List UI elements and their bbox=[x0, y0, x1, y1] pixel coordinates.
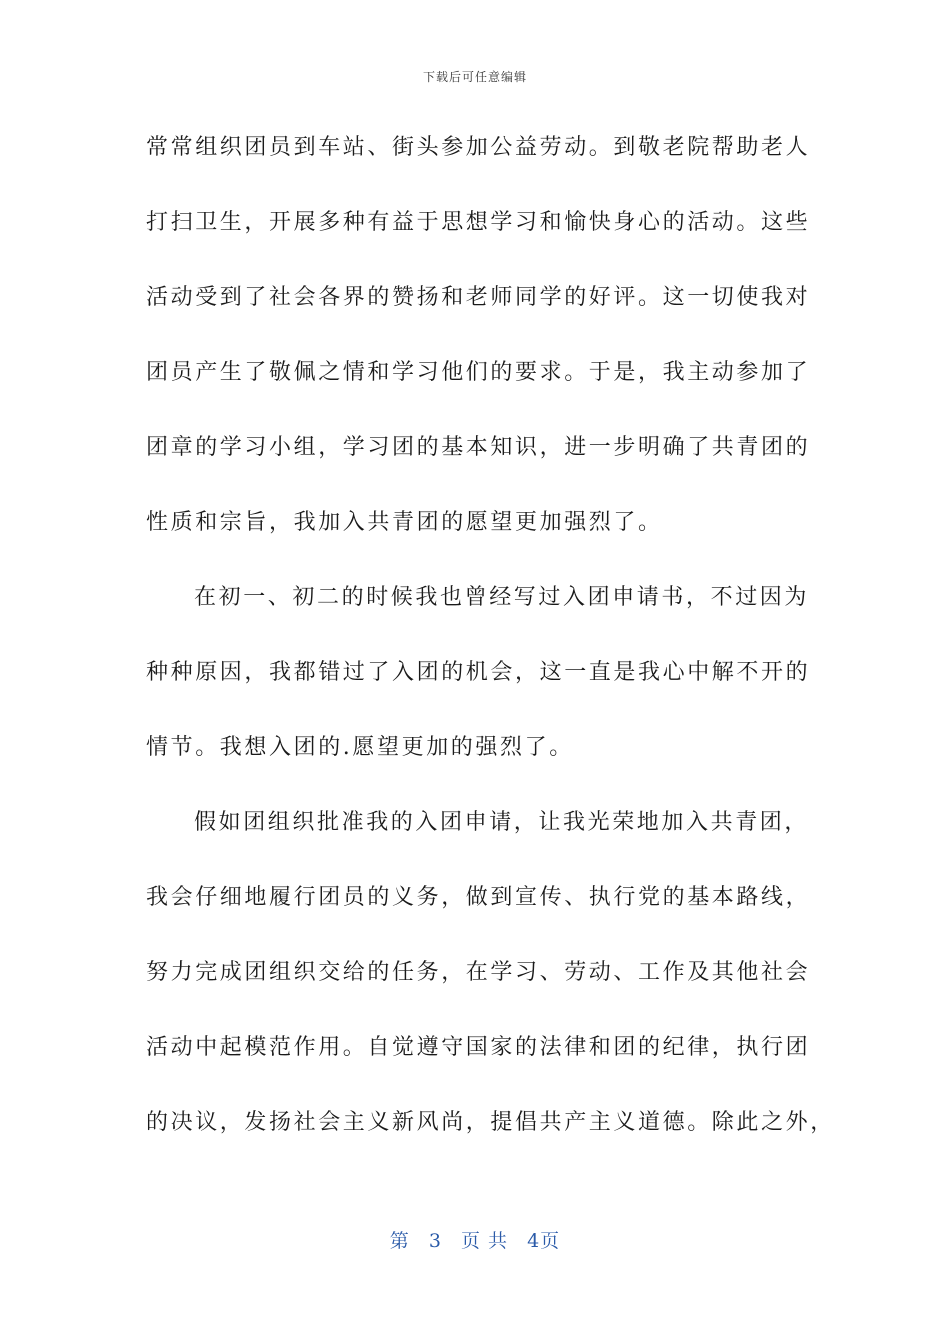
footer-prefix: 第 bbox=[389, 1230, 410, 1252]
paragraph-line: 在初一、初二的时候我也曾经写过入团申请书，不过因为 bbox=[194, 585, 810, 610]
footer-current-page: 3 bbox=[428, 1230, 442, 1252]
footer-middle: 页 共 bbox=[461, 1230, 509, 1252]
header-note: 下载后可任意编辑 bbox=[422, 70, 527, 84]
paragraph-line: 团员产生了敬佩之情和学习他们的要求。于是，我主动参加了 bbox=[146, 360, 811, 385]
paragraph-line: 的决议，发扬社会主义新风尚，提倡共产主义道德。除此之外， bbox=[146, 1110, 835, 1135]
footer-total-pages: 4页 bbox=[527, 1230, 561, 1252]
paragraph-line: 活动受到了社会各界的赞扬和老师同学的好评。这一切使我对 bbox=[146, 285, 811, 310]
paragraph-line: 情节。我想入团的.愿望更加的强烈了。 bbox=[146, 735, 574, 760]
paragraph-line: 打扫卫生，开展多种有益于思想学习和愉快身心的活动。这些 bbox=[146, 210, 811, 235]
document-body bbox=[146, 110, 835, 1160]
paragraph-line: 假如团组织批准我的入团申请，让我光荣地加入共青团， bbox=[194, 810, 810, 835]
paragraph-line: 我会仔细地履行团员的义务，做到宣传、执行党的基本路线， bbox=[146, 885, 811, 910]
paragraph-line: 团章的学习小组，学习团的基本知识，进一步明确了共青团的 bbox=[146, 435, 811, 460]
paragraph-line: 活动中起模范作用。自觉遵守国家的法律和团的纪律，执行团 bbox=[146, 1035, 811, 1060]
paragraph-line: 种种原因，我都错过了入团的机会，这一直是我心中解不开的 bbox=[146, 660, 811, 685]
paragraph-line: 努力完成团组织交给的任务，在学习、劳动、工作及其他社会 bbox=[146, 960, 811, 985]
paragraph-line: 性质和宗旨，我加入共青团的愿望更加强烈了。 bbox=[146, 510, 663, 535]
page-footer bbox=[0, 1226, 950, 1253]
paragraph-line: 常常组织团员到车站、街头参加公益劳动。到敬老院帮助老人 bbox=[146, 135, 811, 160]
